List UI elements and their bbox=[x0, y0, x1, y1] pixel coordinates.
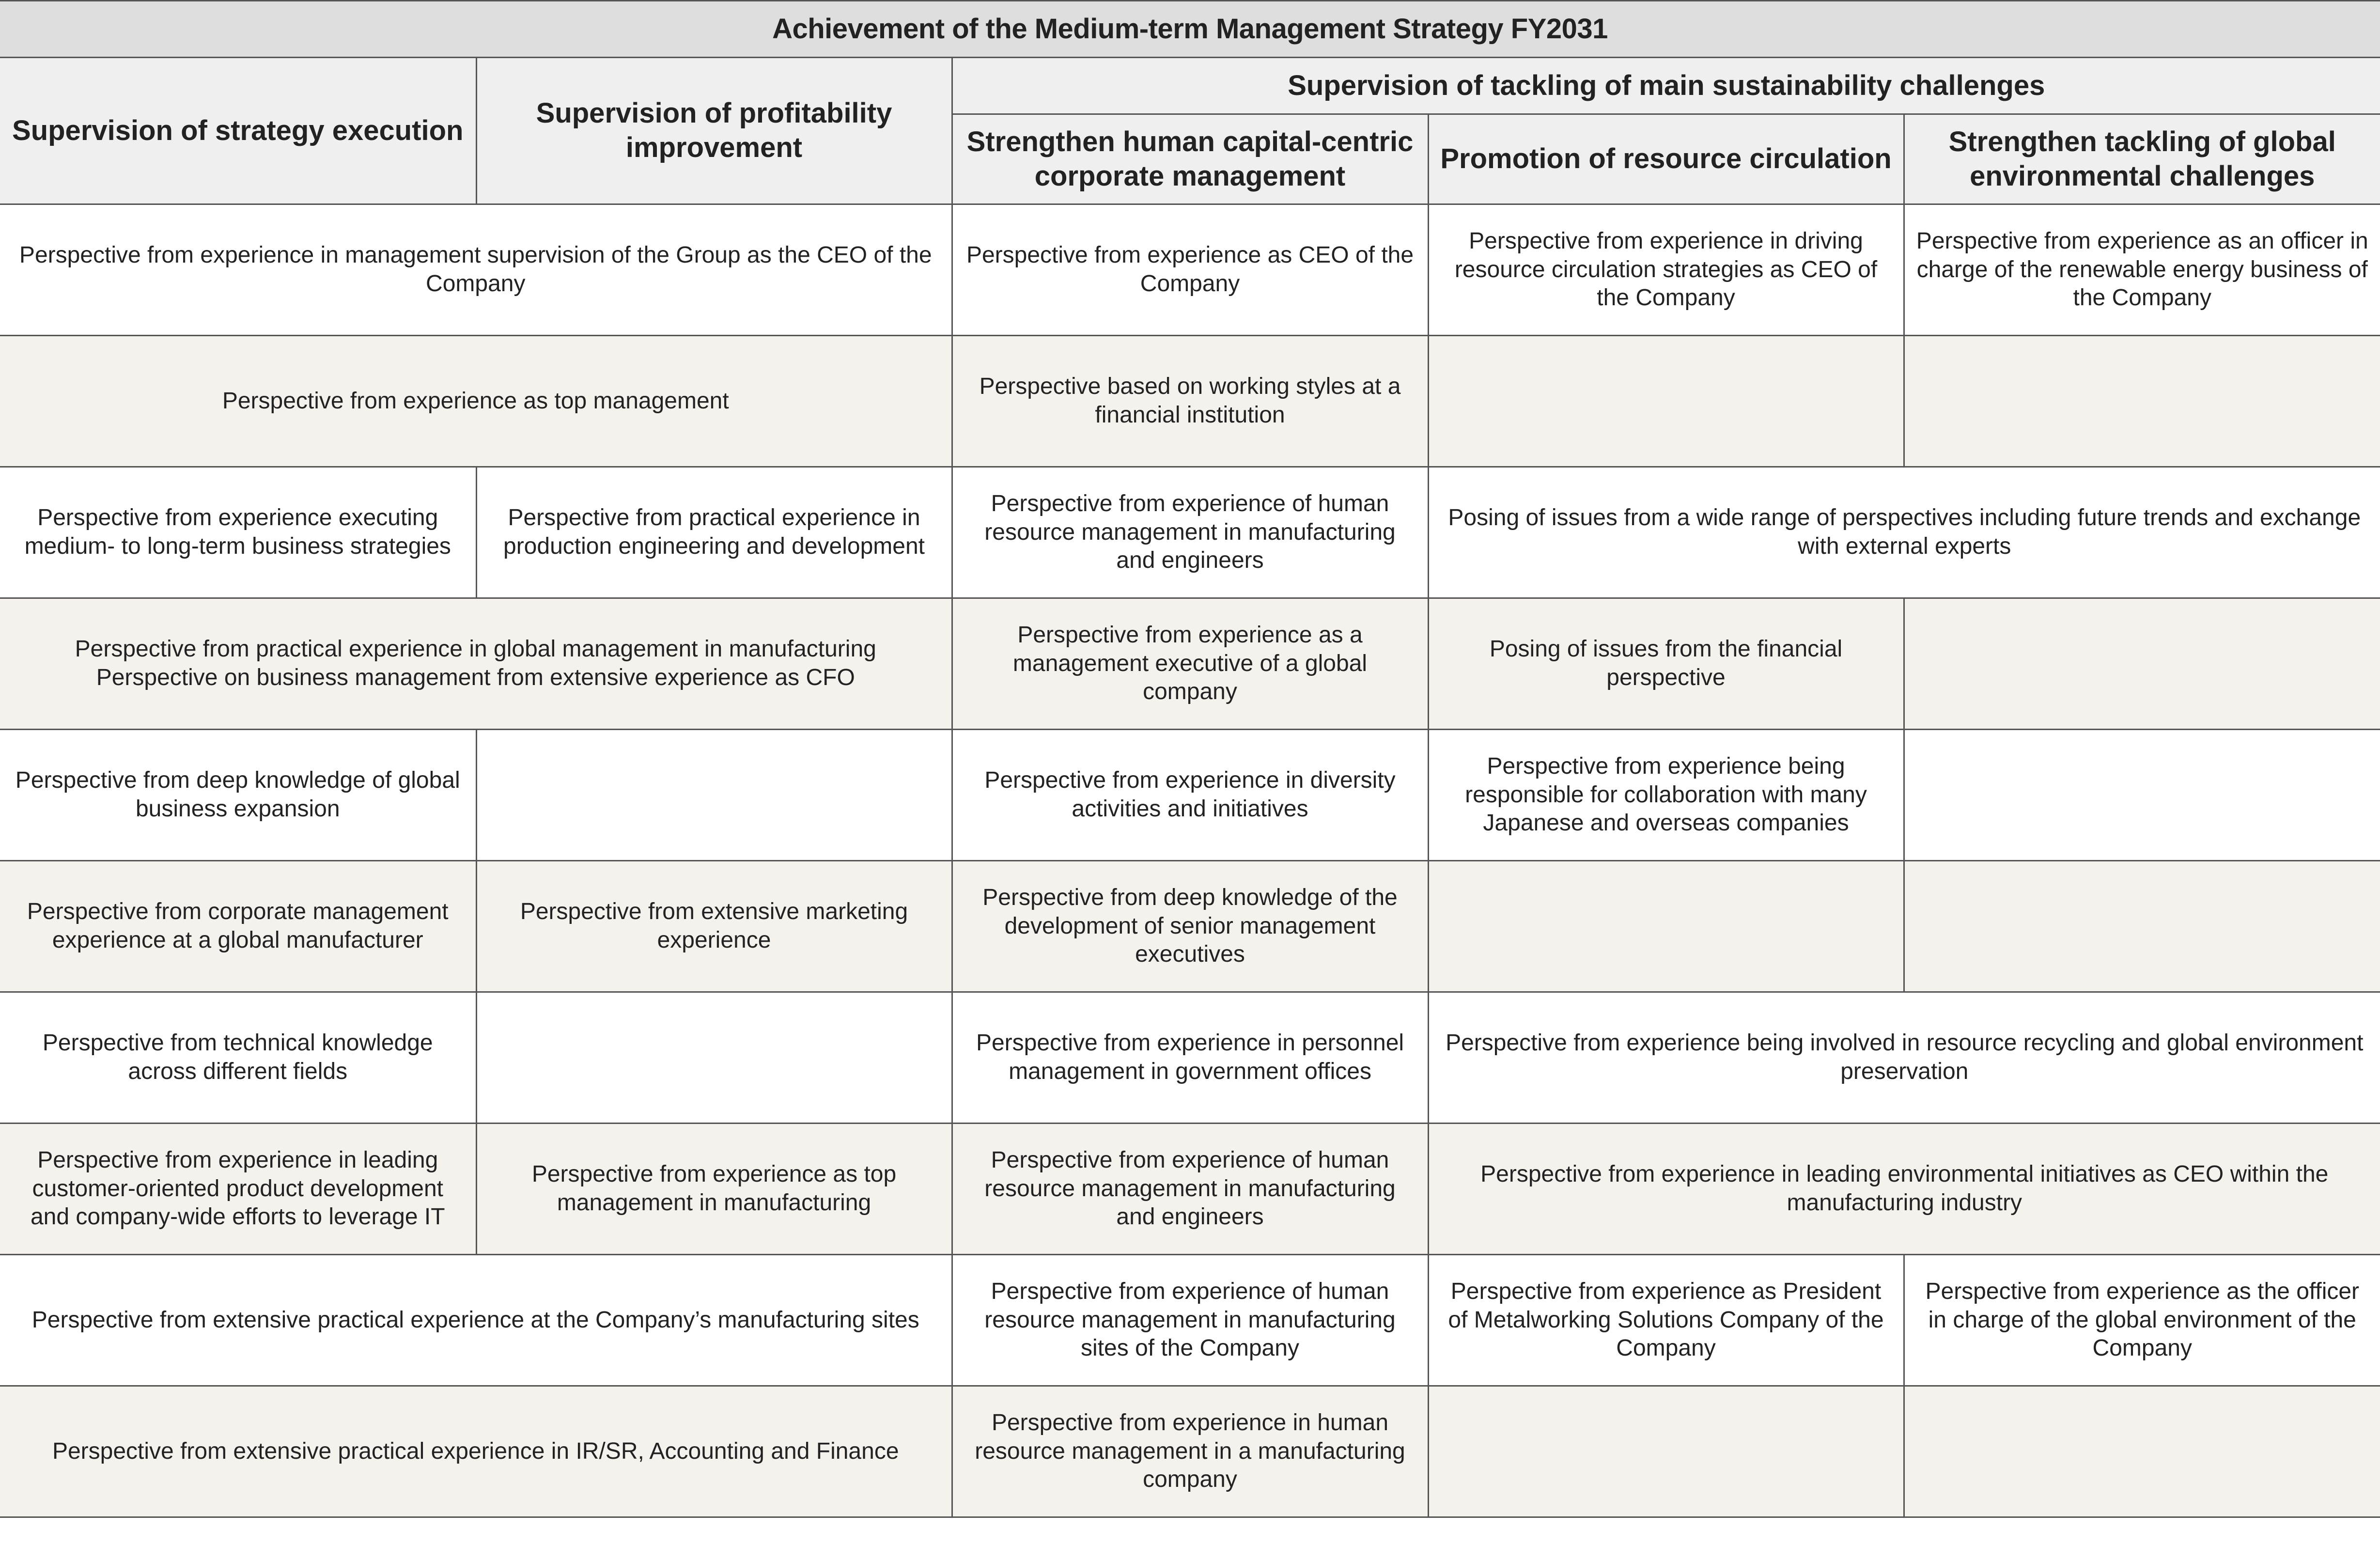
table-row bbox=[0, 204, 2380, 336]
cell-strategy-profitability: Perspective from extensive practical experience at the Company’s manufacturing sites bbox=[0, 1255, 952, 1386]
cell-human-capital: Perspective from experience in personnel management in government offices bbox=[952, 992, 1428, 1124]
cell-human-capital: Perspective from deep knowledge of the development of senior management executives bbox=[952, 861, 1428, 992]
cell-resource-environment: Posing of issues from a wide range of perspectives including future trends and exchange with external experts bbox=[1428, 467, 2380, 598]
cell-resource-environment: Perspective from experience in leading environmental initiatives as CEO within the manufacturing industry bbox=[1428, 1124, 2380, 1255]
cell-strategy-profitability bbox=[0, 598, 952, 730]
cell-human-capital: Perspective from experience of human resource management in manufacturing sites of the Company bbox=[952, 1255, 1428, 1386]
header-strategy-execution: Supervision of strategy execution bbox=[0, 58, 476, 204]
cell-resource-circulation: Posing of issues from the financial perspective bbox=[1428, 598, 1904, 730]
table-row bbox=[0, 467, 2380, 598]
table-row bbox=[0, 598, 2380, 730]
cell-human-capital: Perspective based on working styles at a financial institution bbox=[952, 336, 1428, 467]
cell-resource-circulation: Perspective from experience being responsible for collaboration with many Japanese and overseas companies bbox=[1428, 730, 1904, 861]
cell-strategy-profitability: Perspective from experience as top management bbox=[0, 336, 952, 467]
cell-global-environment bbox=[1904, 861, 2380, 992]
table-title: Achievement of the Medium-term Management Strategy FY2031 bbox=[0, 1, 2380, 58]
cell-human-capital: Perspective from experience in diversity activities and initiatives bbox=[952, 730, 1428, 861]
cell-human-capital: Perspective from experience of human resource management in manufacturing and engineers bbox=[952, 1124, 1428, 1255]
cell-profitability bbox=[476, 992, 952, 1124]
cell-profitability: Perspective from experience as top management in manufacturing bbox=[476, 1124, 952, 1255]
table-row bbox=[0, 336, 2380, 467]
cell-global-environment bbox=[1904, 598, 2380, 730]
cell-human-capital: Perspective from experience as a management executive of a global company bbox=[952, 598, 1428, 730]
table-row bbox=[0, 1124, 2380, 1255]
cell-global-environment bbox=[1904, 1386, 2380, 1517]
table-row bbox=[0, 730, 2380, 861]
cell-global-environment bbox=[1904, 730, 2380, 861]
cell-strategy-execution: Perspective from deep knowledge of global business expansion bbox=[0, 730, 476, 861]
cell-human-capital: Perspective from experience of human resource management in manufacturing and engineers bbox=[952, 467, 1428, 598]
header-global-environment: Strengthen tackling of global environmental challenges bbox=[1904, 114, 2380, 204]
cell-strategy-execution: Perspective from experience in leading customer-oriented product development and company-wide efforts to leverage IT bbox=[0, 1124, 476, 1255]
table-row bbox=[0, 861, 2380, 992]
cell-strategy-execution: Perspective from corporate management experience at a global manufacturer bbox=[0, 861, 476, 992]
header-row-1 bbox=[0, 58, 2380, 114]
cell-resource-circulation bbox=[1428, 861, 1904, 992]
cell-strategy-profitability: Perspective from extensive practical experience in IR/SR, Accounting and Finance bbox=[0, 1386, 952, 1517]
cell-profitability: Perspective from practical experience in production engineering and development bbox=[476, 467, 952, 598]
cell-resource-circulation: Perspective from experience in driving resource circulation strategies as CEO of the Company bbox=[1428, 204, 1904, 336]
cell-human-capital: Perspective from experience in human resource management in a manufacturing company bbox=[952, 1386, 1428, 1517]
title-row bbox=[0, 1, 2380, 58]
header-resource-circulation: Promotion of resource circulation bbox=[1428, 114, 1904, 204]
header-human-capital: Strengthen human capital-centric corporate management bbox=[952, 114, 1428, 204]
cell-strategy-profitability: Perspective from experience in management supervision of the Group as the CEO of the Company bbox=[0, 204, 952, 336]
cell-line: Perspective on business management from extensive experience as CFO bbox=[96, 665, 855, 690]
cell-line: Perspective from practical experience in global management in manufacturing bbox=[75, 636, 876, 662]
cell-global-environment: Perspective from experience as an officer in charge of the renewable energy business of the Company bbox=[1904, 204, 2380, 336]
cell-strategy-execution: Perspective from experience executing medium- to long-term business strategies bbox=[0, 467, 476, 598]
cell-resource-circulation bbox=[1428, 336, 1904, 467]
table-row bbox=[0, 1255, 2380, 1386]
cell-global-environment bbox=[1904, 336, 2380, 467]
cell-resource-environment: Perspective from experience being involved in resource recycling and global environment preservation bbox=[1428, 992, 2380, 1124]
cell-profitability bbox=[476, 730, 952, 861]
cell-global-environment: Perspective from experience as the officer in charge of the global environment of the Company bbox=[1904, 1255, 2380, 1386]
cell-resource-circulation bbox=[1428, 1386, 1904, 1517]
header-sustainability-group: Supervision of tackling of main sustainability challenges bbox=[952, 58, 2380, 114]
cell-strategy-execution: Perspective from technical knowledge across different fields bbox=[0, 992, 476, 1124]
header-profitability-improvement: Supervision of profitability improvement bbox=[476, 58, 952, 204]
table-row bbox=[0, 1386, 2380, 1517]
table-row bbox=[0, 992, 2380, 1124]
cell-profitability: Perspective from extensive marketing experience bbox=[476, 861, 952, 992]
cell-resource-circulation: Perspective from experience as President of Metalworking Solutions Company of the Company bbox=[1428, 1255, 1904, 1386]
cell-human-capital: Perspective from experience as CEO of the Company bbox=[952, 204, 1428, 336]
